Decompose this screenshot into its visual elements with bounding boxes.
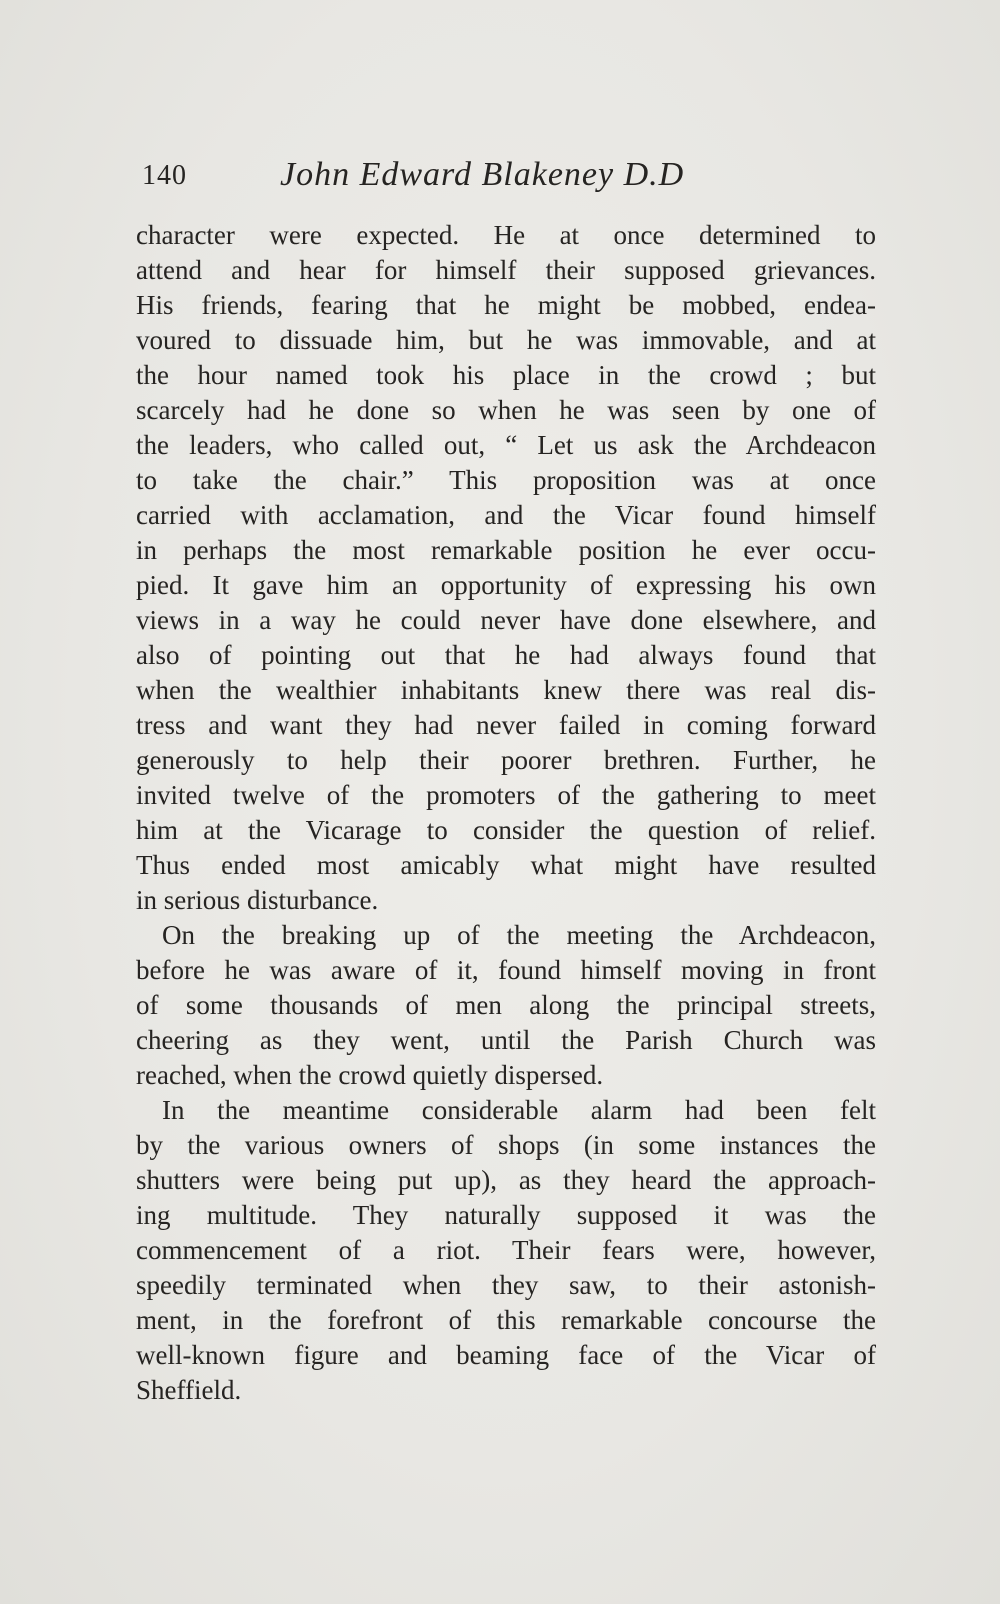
text-line: in perhaps the most remarkable position he ever occu- (136, 535, 876, 565)
text-line: voured to dissuade him, but he was immovable, and at (136, 325, 876, 355)
book-title: John Edward Blakeney D.D (280, 156, 685, 193)
running-head (140, 156, 880, 206)
text-line: well-known figure and beaming face of the Vicar of (136, 1340, 876, 1370)
text-line: pied. It gave him an opportunity of expressing his own (136, 570, 876, 600)
text-line: the hour named took his place in the crowd ; but (136, 360, 876, 390)
text-line: of some thousands of men along the principal streets, (136, 990, 876, 1020)
text-line: him at the Vicarage to consider the question of relief. (136, 815, 876, 845)
text-line: Thus ended most amicably what might have resulted (136, 850, 876, 880)
page-number: 140 (142, 160, 187, 191)
text-line: to take the chair.” This proposition was at once (136, 465, 876, 495)
text-line: when the wealthier inhabitants knew there was real dis- (136, 675, 876, 705)
text-line: shutters were being put up), as they heard the approach- (136, 1165, 876, 1195)
text-line: by the various owners of shops (in some instances the (136, 1130, 876, 1160)
text-line: character were expected. He at once determined to (136, 220, 876, 250)
text-line: generously to help their poorer brethren. Further, he (136, 745, 876, 775)
text-line: in serious disturbance. (136, 885, 379, 915)
body-text (136, 218, 876, 1408)
text-line: also of pointing out that he had always found that (136, 640, 876, 670)
text-line: His friends, fearing that he might be mobbed, endea- (136, 290, 876, 320)
paragraph-start-line: In the meantime considerable alarm had been felt (162, 1095, 876, 1125)
text-line: ment, in the forefront of this remarkable concourse the (136, 1305, 876, 1335)
text-line: Sheffield. (136, 1375, 242, 1405)
text-line: attend and hear for himself their supposed grievances. (136, 255, 876, 285)
text-line: before he was aware of it, found himself moving in front (136, 955, 876, 985)
text-line: views in a way he could never have done elsewhere, and (136, 605, 876, 635)
text-line: ing multitude. They naturally supposed it was the (136, 1200, 876, 1230)
paragraph-start-line: On the breaking up of the meeting the Archdeacon, (162, 920, 876, 950)
text-line: commencement of a riot. Their fears were, however, (136, 1235, 876, 1265)
text-line: carried with acclamation, and the Vicar found himself (136, 500, 876, 530)
text-line: tress and want they had never failed in coming forward (136, 710, 876, 740)
text-line: invited twelve of the promoters of the gathering to meet (136, 780, 876, 810)
text-line: reached, when the crowd quietly dispersed. (136, 1060, 604, 1090)
text-line: speedily terminated when they saw, to their astonish- (136, 1270, 876, 1300)
text-line: the leaders, who called out, “ Let us ask the Archdeacon (136, 430, 876, 460)
text-line: cheering as they went, until the Parish Church was (136, 1025, 876, 1055)
text-line: scarcely had he done so when he was seen by one of (136, 395, 876, 425)
